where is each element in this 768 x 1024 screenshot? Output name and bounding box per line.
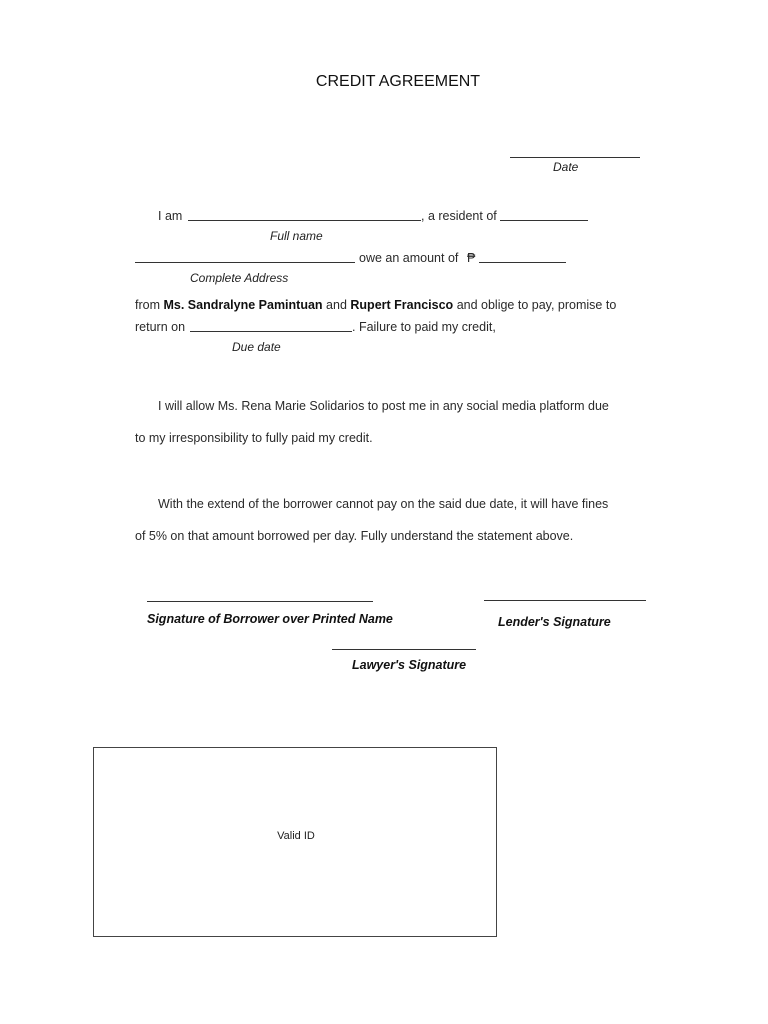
lender-name-1: Ms. Sandralyne Pamintuan <box>163 298 323 312</box>
para1-line3 <box>135 298 616 312</box>
date-blank[interactable] <box>510 157 640 158</box>
lender-signature-caption: Lender's Signature <box>498 615 611 629</box>
para1-oblige: and oblige to pay, promise to <box>456 298 617 312</box>
para3-line2: of 5% on that amount borrowed per day. Fully understand the statement above. <box>135 529 574 543</box>
para1-line4-failure: . Failure to paid my credit, <box>352 320 496 334</box>
borrower-signature-line[interactable] <box>147 601 373 602</box>
valid-id-label: Valid ID <box>277 830 315 842</box>
para1-line4-prefix: return on <box>135 320 186 334</box>
para1-and: and <box>326 298 347 312</box>
due-date-blank[interactable] <box>190 331 352 332</box>
lawyer-signature-caption: Lawyer's Signature <box>352 658 467 672</box>
lender-name-2: Rupert Francisco <box>350 298 454 312</box>
para2-line2: to my irresponsibility to fully paid my credit. <box>135 431 373 445</box>
para1-from: from <box>135 298 160 312</box>
para1-line1-resident: , a resident of <box>421 209 497 223</box>
complete-address-blank[interactable] <box>135 262 355 263</box>
lawyer-signature-line[interactable] <box>332 649 476 650</box>
borrower-signature-caption: Signature of Borrower over Printed Name <box>147 612 393 626</box>
complete-address-caption: Complete Address <box>190 271 289 285</box>
lender-signature-line[interactable] <box>484 600 646 601</box>
full-name-caption: Full name <box>270 229 323 243</box>
due-date-caption: Due date <box>232 340 281 354</box>
full-name-blank[interactable] <box>188 220 421 221</box>
date-caption: Date <box>553 160 579 174</box>
valid-id-box[interactable] <box>93 747 497 937</box>
para2-line1: I will allow Ms. Rena Marie Solidarios to post me in any social media platform due <box>158 399 609 413</box>
peso-sign: ₱ <box>467 251 476 265</box>
page-title: CREDIT AGREEMENT <box>315 73 481 90</box>
para1-line2-owe: owe an amount of <box>359 251 459 265</box>
para3-line1: With the extend of the borrower cannot pay on the said due date, it will have fines <box>158 497 609 511</box>
para1-line1-prefix: I am <box>158 209 183 223</box>
resident-of-blank[interactable] <box>500 220 588 221</box>
amount-blank[interactable] <box>479 262 566 263</box>
